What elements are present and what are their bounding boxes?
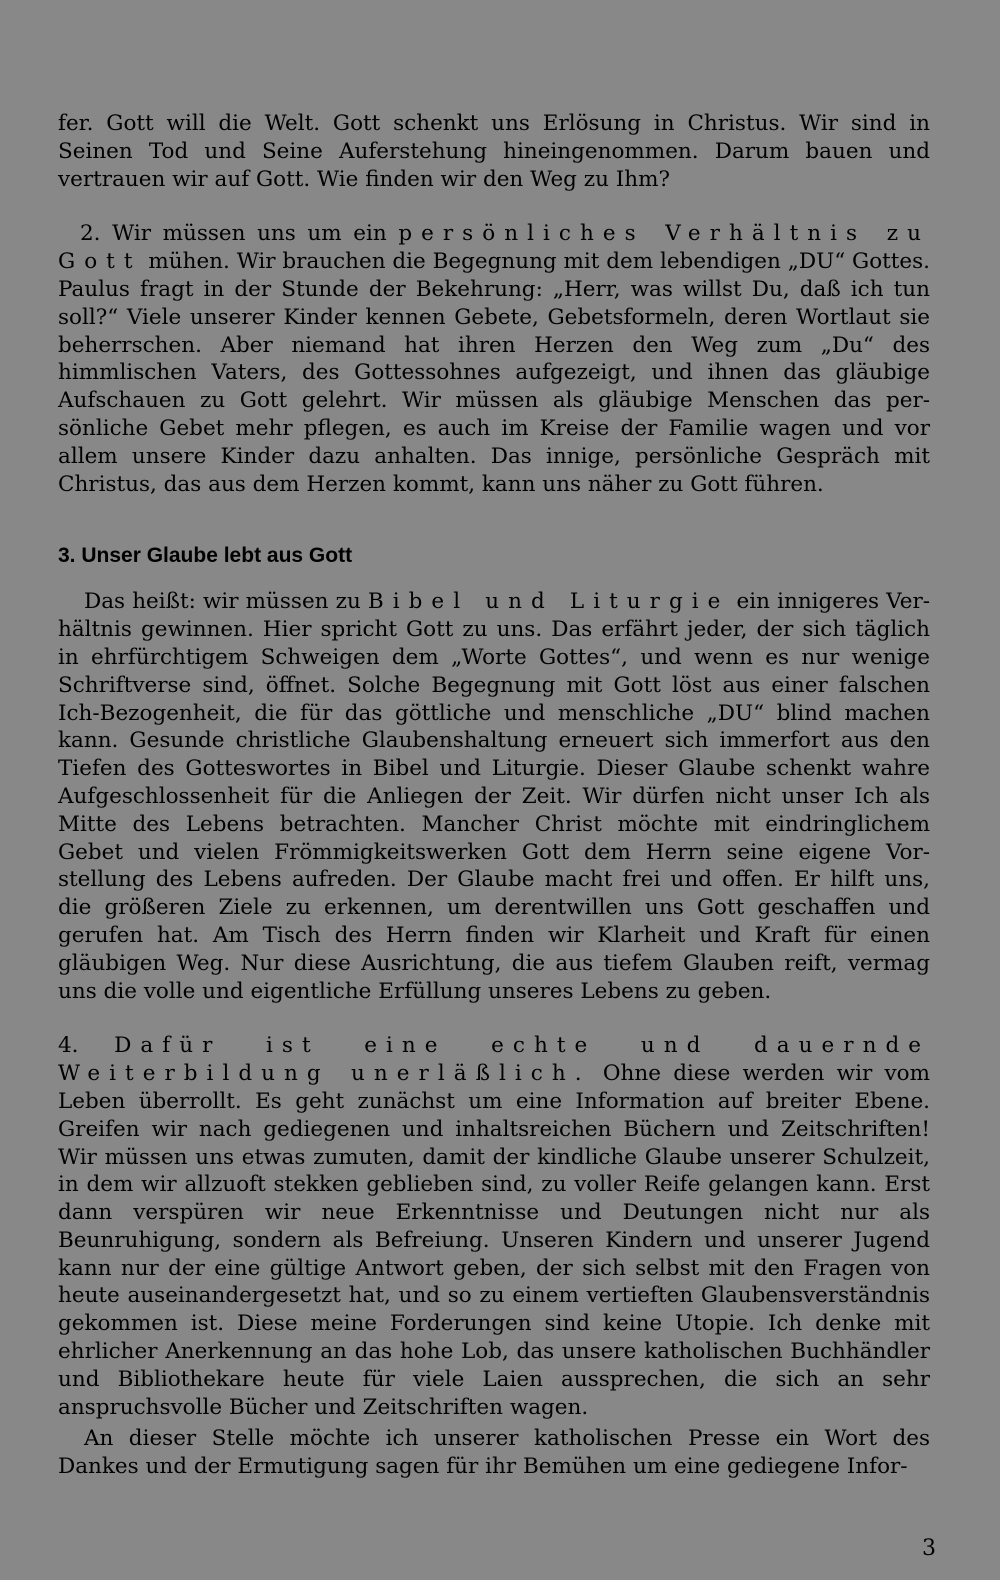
- section-3-emphasis: Bibel und Liturgie: [367, 589, 730, 615]
- point-4-paragraph: [58, 1032, 930, 1421]
- point-4-text: Ohne diese werden wir vom Leben überrollt. Es geht zunächst um eine Information auf breiter Ebene. Greifen wir nach gediegenen und inhaltsreichen Büchern und Zeitschriften! Wir müssen uns etwas zumuten, damit der kindliche Glaube unserer Schulzeit, in dem wir allzuoft stekken geblieben sind, zu voller Reife gelangen kann. Erst dann verspüren wir neue Erkenntnisse und Deutungen nicht nur als Beunruhigung, sondern als Befreiung. Unseren Kindern und unserer Jugend kann nur der eine gültige Antwort geben, der sich selbst mit den Fragen von heute auseinandergesetzt hat, und so zu einem vertieften Glaubensverständnis gekommen ist. Diese meine Forderungen sind keine Utopie. Ich denke mit ehrlicher Anerkennung an das hohe Lob, das unsere katholischen Buchhändler und Bibliothekare heute für viele Laien aussprechen, die sich an sehr anspruchsvolle Bücher und Zeitschriften wagen.: [58, 1061, 930, 1420]
- intro-paragraph: fer. Gott will die Welt. Gott schenkt uns Erlösung in Christus. Wir sind in Seinen Tod und Seine Auferstehung hineingenommen. Darum bauen und vertrauen wir auf Gott. Wie finden wir den Weg zu Ihm?: [58, 111, 930, 192]
- closing-paragraph: An dieser Stelle möchte ich unserer katholischen Presse ein Wort des Dankes und der Ermutigung sagen für ihr Bemühen um eine gediegene Infor-: [58, 1426, 930, 1480]
- section-spacer: [58, 498, 930, 542]
- point-4-emphasis: Dafür ist eine echte und dauernde Weiterbildung unerläßlich.: [58, 1033, 930, 1087]
- point-2-number: 2.: [80, 221, 101, 247]
- point-4-number: 4.: [58, 1033, 79, 1059]
- paragraph-spacer: [58, 193, 930, 220]
- section-3-text: ein innigeres Verhältnis gewinnen. Hier spricht Gott zu uns. Das erfährt jeder, der sich täglich in ehrfürchtigem Schweigen dem „Worte Gottes“, und wenn es nur wenige Schriftverse sind, öffnet. Solche Begegnung mit Gott löst aus einer falschen Ich-Bezogenheit, die für das göttliche und menschliche „DU“ blind machen kann. Gesunde christliche Glaubenshaltung erneuert sich immerfort aus den Tiefen des Gotteswortes in Bibel und Liturgie. Dieser Glaube schenkt wahre Aufgeschlossenheit für die Anliegen der Zeit. Wir dürfen nicht unser Ich als Mitte des Lebens betrachten. Mancher Christ möchte mit eindringlichem Gebet und vielen Frömmigkeitswerken Gott dem Herrn seine eigene Vorstellung des Lebens aufreden. Der Glaube macht frei und offen. Er hilft uns, die größeren Ziele zu erkennen, um derentwillen uns Gott geschaffen und gerufen hat. Am Tisch des Herrn finden wir Klarheit und Kraft für einen gläubigen Weg. Nur diese Ausrichtung, die aus tiefem Glauben reift, vermag uns die volle und eigentliche Erfüllung unseres Lebens zu geben.: [58, 589, 930, 1004]
- point-2-text: mühen. Wir brauchen die Begegnung mit dem lebendigen „DU“ Gottes. Paulus fragt in der Stunde der Bekehrung: „Herr, was willst Du, daß ich tun soll?“ Viele unserer Kinder kennen Gebete, Gebetsformeln, deren Wortlaut sie beherrschen. Aber niemand hat ihren Herzen den Weg zum „Du“ des himmlischen Vaters, des Gottessohnes aufgezeigt, und ihnen das gläubige Aufschauen zu Gott gelehrt. Wir müssen als gläubige Menschen das persönliche Gebet mehr pflegen, es auch im Kreise der Familie wagen und vor allem unsere Kinder dazu anhalten. Das innige, persönliche Gespräch mit Christus, das aus dem Herzen kommt, kann uns näher zu Gott führen.: [58, 249, 931, 497]
- section-3-heading: 3. Unser Glaube lebt aus Gott: [58, 544, 353, 568]
- paragraph-spacer: [58, 1005, 930, 1032]
- point-2-paragraph: [58, 220, 930, 498]
- section-3-paragraph: [58, 588, 930, 1005]
- point-2-lead: Wir müssen uns um ein: [112, 221, 387, 247]
- section-3-lead: Das heißt: wir müssen zu: [84, 589, 361, 615]
- page-number: 3: [922, 1536, 936, 1561]
- point-2-emphasis: persönliches Verhältnis zu Gott: [58, 221, 930, 275]
- heading-spacer: [58, 570, 930, 588]
- document-page: [58, 110, 930, 1481]
